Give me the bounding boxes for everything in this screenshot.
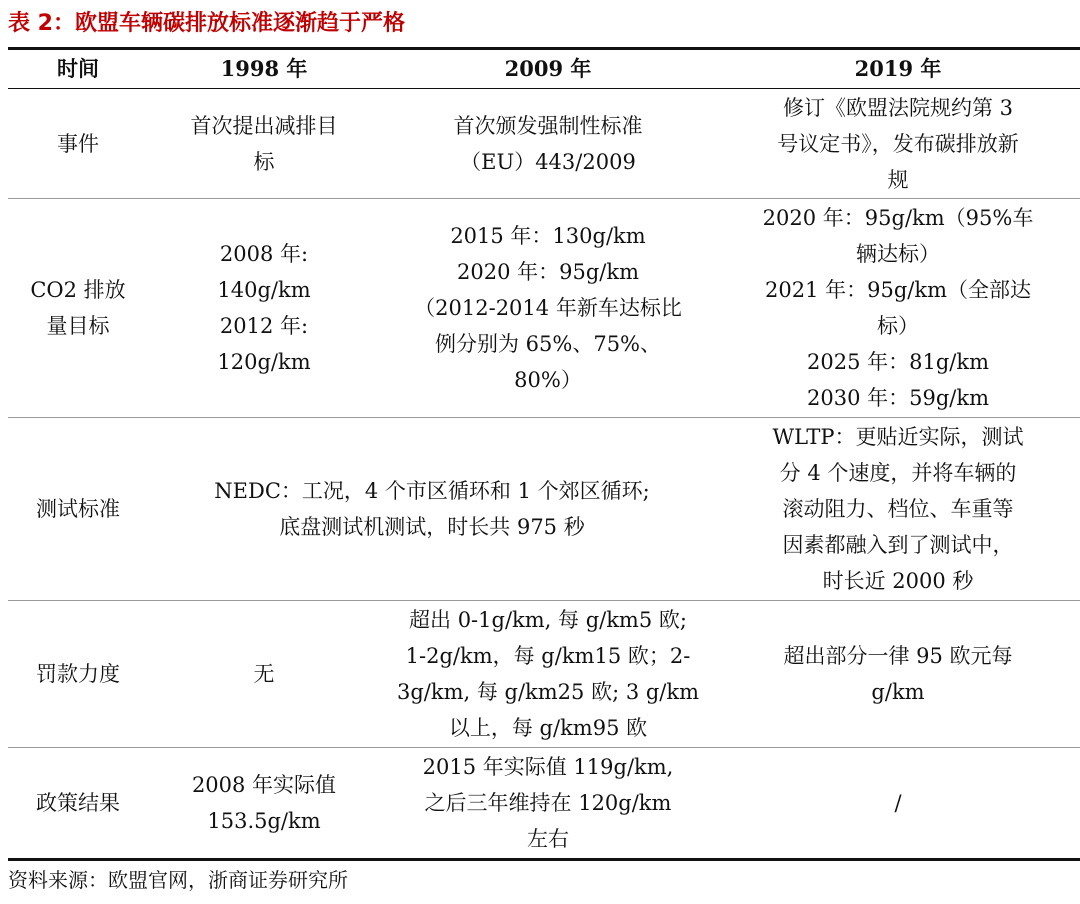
row-label: 罚款力度 bbox=[8, 601, 148, 748]
cell-line: （2012-2014 年新车达标比 bbox=[414, 296, 682, 320]
row-label: 测试标准 bbox=[8, 418, 148, 601]
cell-line: 2008 年: bbox=[219, 242, 309, 266]
row-co2-target bbox=[8, 199, 1080, 418]
cell-2009 bbox=[380, 199, 716, 418]
row-label: 事件 bbox=[8, 89, 148, 199]
cell-line: 140g/km bbox=[217, 278, 311, 302]
cell-line: 2015 年：130g/km bbox=[450, 224, 646, 248]
source-note: 资料来源：欧盟官网，浙商证券研究所 bbox=[8, 868, 348, 892]
cell-line: 之后三年维持在 120g/km bbox=[424, 791, 672, 815]
cell-line: 底盘测试机测试，时长共 975 秒 bbox=[279, 515, 585, 539]
cell-2009 bbox=[380, 89, 716, 199]
cell-2019 bbox=[716, 418, 1080, 601]
cell-line: 首次颁发强制性标准 bbox=[453, 113, 643, 138]
cell-line: 因素都融入到了测试中， bbox=[782, 533, 1014, 557]
cell-line: 辆达标） bbox=[856, 242, 940, 266]
cell-line: 例分别为 65%、75%、 bbox=[434, 332, 662, 356]
cell-line: 修订《欧盟法院规约第 3 bbox=[782, 95, 1014, 120]
label-line: CO2 排放 bbox=[30, 278, 126, 302]
cell-line: g/km bbox=[871, 680, 925, 704]
cell-1998 bbox=[148, 199, 380, 418]
cell-line: 1-2g/km，每 g/km15 欧；2- bbox=[405, 644, 691, 668]
cell-2019 bbox=[716, 199, 1080, 418]
row-test-standard bbox=[8, 418, 1080, 601]
cell-line: 2021 年：95g/km（全部达 bbox=[765, 278, 1031, 302]
cell-line: 3g/km, 每 g/km25 欧; 3 g/km bbox=[396, 680, 700, 704]
table-title: 表 2：欧盟车辆碳排放标准逐渐趋于严格 bbox=[8, 11, 405, 36]
cell-line: 标） bbox=[877, 314, 919, 338]
header-1998: 1998 年 bbox=[148, 49, 380, 89]
header-row bbox=[8, 49, 1080, 89]
cell-line: 2025 年：81g/km bbox=[807, 350, 989, 374]
cell-line: 2020 年：95g/km bbox=[457, 260, 639, 284]
cell-2019 bbox=[716, 601, 1080, 748]
cell-line: （EU）443/2009 bbox=[460, 149, 636, 174]
cell-line: 2030 年：59g/km bbox=[807, 386, 989, 410]
header-2019: 2019 年 bbox=[716, 49, 1080, 89]
header-time: 时间 bbox=[8, 49, 148, 89]
cell-line: 2012 年: bbox=[219, 314, 309, 338]
cell-line: 80%） bbox=[514, 368, 582, 392]
cell-line: NEDC：工况，4 个市区循环和 1 个郊区循环; bbox=[214, 479, 650, 503]
cell-line: 滚动阻力、档位、车重等 bbox=[782, 497, 1014, 521]
cell-line: 2015 年实际值 119g/km, bbox=[422, 755, 674, 779]
cell-line: 首次提出减排目 bbox=[190, 113, 338, 138]
row-event bbox=[8, 89, 1080, 199]
cell-line: WLTP：更贴近实际，测试 bbox=[772, 425, 1024, 449]
cell-1998: 无 bbox=[148, 601, 380, 748]
row-label: 政策结果 bbox=[8, 748, 148, 860]
cell-1998 bbox=[148, 748, 380, 860]
cell-line: 超出 0-1g/km, 每 g/km5 欧; bbox=[409, 608, 687, 632]
cell-line: 2020 年：95g/km（95%车 bbox=[762, 206, 1034, 230]
cell-line: 以上，每 g/km95 欧 bbox=[448, 716, 648, 740]
cell-2019: / bbox=[716, 748, 1080, 860]
cell-line: 分 4 个速度，并将车辆的 bbox=[779, 461, 1017, 485]
row-penalty bbox=[8, 601, 1080, 748]
cell-line: 时长近 2000 秒 bbox=[822, 569, 974, 593]
cell-1998-2009 bbox=[148, 418, 716, 601]
cell-2019 bbox=[716, 89, 1080, 199]
cell-line: 左右 bbox=[527, 827, 569, 851]
cell-line: 153.5g/km bbox=[207, 809, 321, 833]
row-label bbox=[8, 199, 148, 418]
cell-line: 2008 年实际值 bbox=[191, 773, 337, 797]
row-policy-result bbox=[8, 748, 1080, 860]
cell-line: 号议定书》，发布碳排放新 bbox=[777, 131, 1019, 156]
cell-line: 标 bbox=[253, 149, 275, 174]
cell-2009 bbox=[380, 601, 716, 748]
cell-line: 超出部分一律 95 欧元每 bbox=[783, 644, 1013, 668]
header-2009: 2009 年 bbox=[380, 49, 716, 89]
cell-line: 规 bbox=[887, 167, 909, 192]
cell-line: 120g/km bbox=[217, 350, 311, 374]
cell-2009 bbox=[380, 748, 716, 860]
cell-1998 bbox=[148, 89, 380, 199]
label-line: 量目标 bbox=[46, 314, 110, 338]
emission-standards-table bbox=[8, 47, 1080, 861]
